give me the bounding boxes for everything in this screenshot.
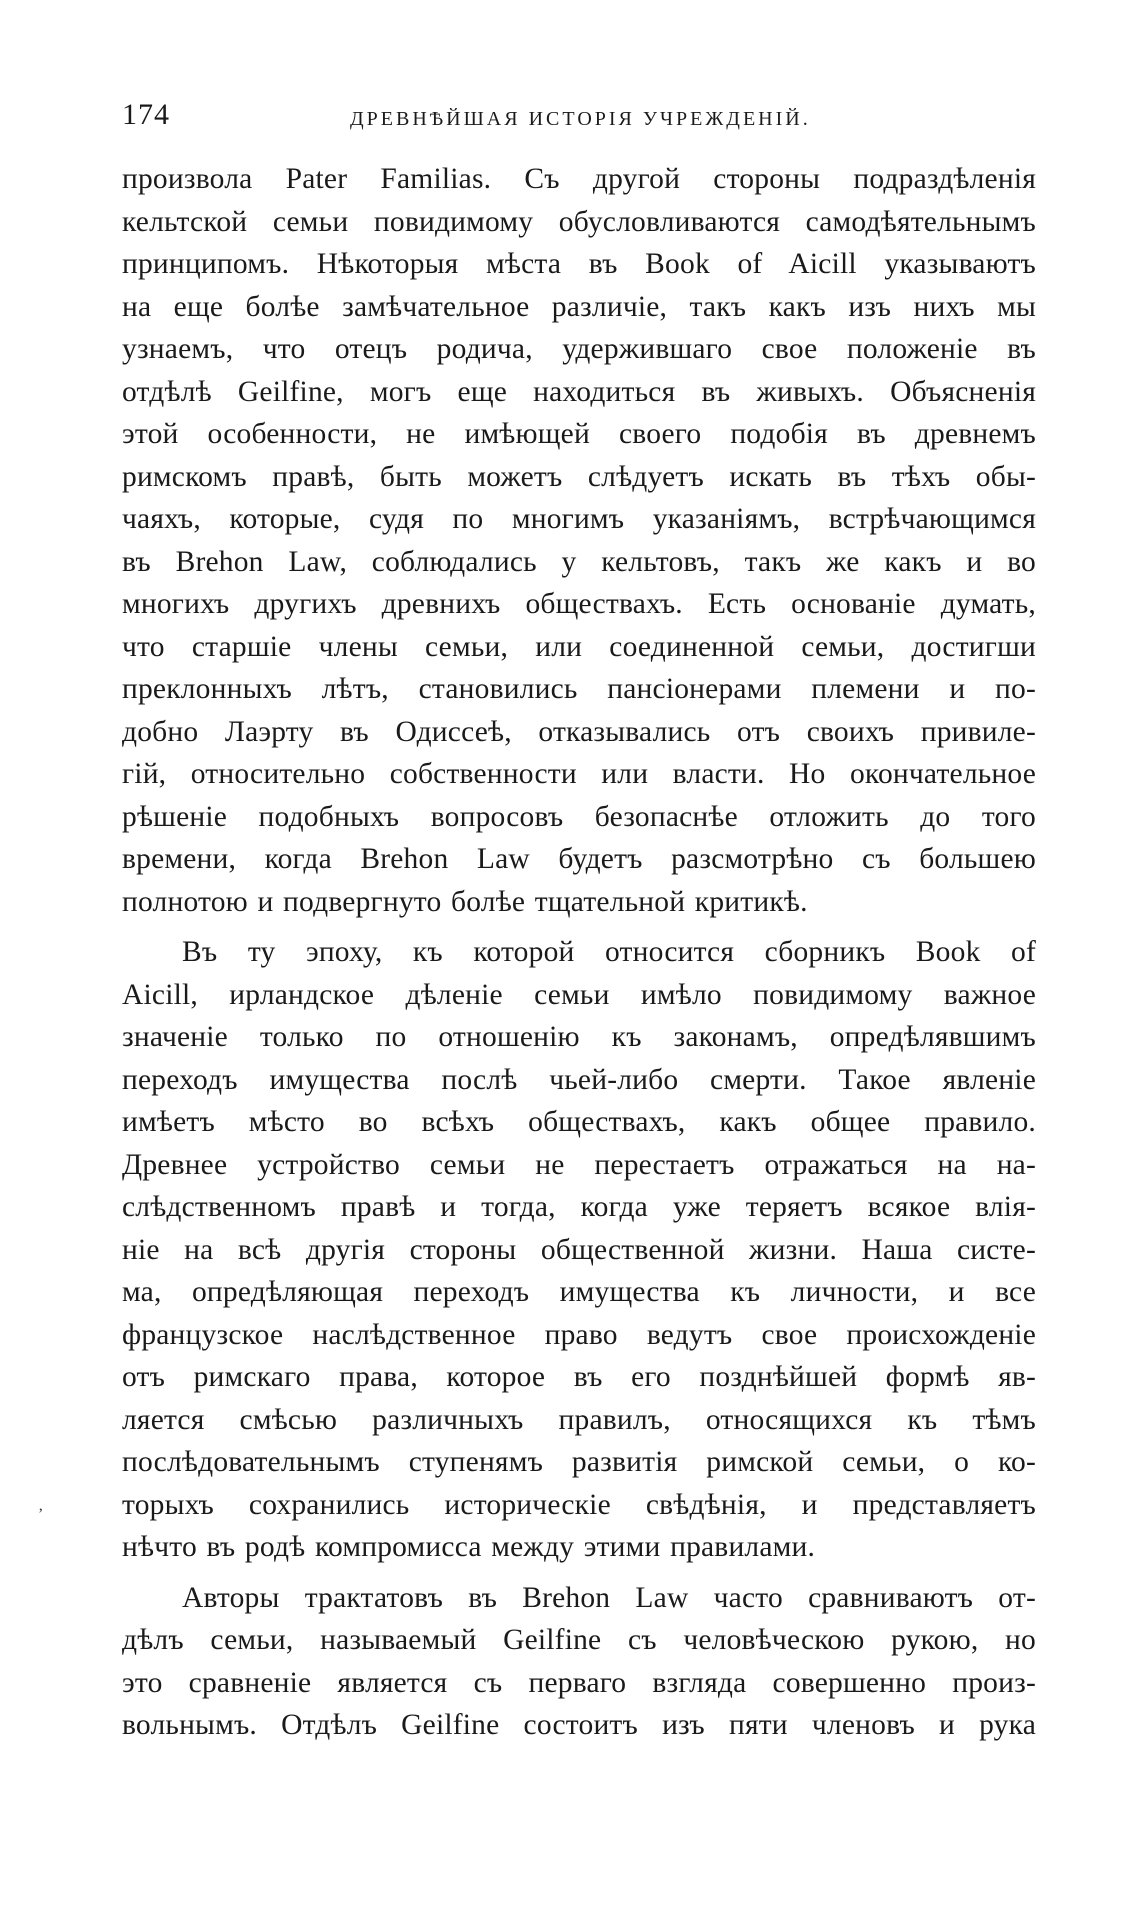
text-line: дѣлъ семьи, называемый Geilfine съ человѣческою рукою, но [122,1624,1036,1656]
text-line: кельтской семьи повидимому обусловливаются самодѣятельнымъ [122,205,1036,238]
text-line: Aicill, ирландское дѣленіе семьи имѣло повидимому важное [122,978,1036,1011]
paragraph-3 [122,1577,1036,1747]
text-line: ляется смѣсью различныхъ правилъ, относящихся къ тѣмъ [122,1403,1036,1436]
text-line: вольнымъ. Отдѣлъ Geilfine состоитъ изъ пяти членовъ и рука [122,1709,1036,1741]
paragraph-gap [122,923,1036,931]
text-line: нѣчто въ родѣ компромисса между этими правилами. [122,1531,816,1563]
text-line: что старшіе члены семьи, или соединенной семьи, достигши [122,630,1036,663]
text-line: ніе на всѣ другія стороны общественной жизни. Наша систе- [122,1233,1036,1266]
page-header [122,98,1042,138]
text-line: чаяхъ, которые, судя по многимъ указаніямъ, встрѣчающимся [122,503,1036,535]
running-title: ДРЕВНѢЙШАЯ ИСТОРІЯ УЧРЕЖДЕНІЙ. [350,108,811,130]
text-line: римскомъ правѣ, быть можетъ слѣдуетъ искать въ тѣхъ обы- [122,460,1036,493]
text-line: отъ римскаго права, которое въ его позднѣйшей формѣ яв- [122,1361,1036,1393]
text-line: принципомъ. Нѣкоторыя мѣста въ Book of Aicill указываютъ [122,248,1036,280]
paragraph-1 [122,158,1036,923]
text-line: рѣшеніе подобныхъ вопросовъ безопаснѣе отложить до того [122,800,1036,833]
text-line: многихъ другихъ древнихъ обществахъ. Есть основаніе думать, [122,588,1036,620]
body-text [122,158,1036,1747]
text-line: Въ ту эпоху, къ которой относится сборникъ Book of [182,936,1036,968]
text-line: значеніе только по отношенію къ законамъ, опредѣлявшимъ [122,1021,1036,1053]
text-line: имѣетъ мѣсто во всѣхъ обществахъ, какъ общее правило. [122,1106,1036,1138]
paragraph-2 [122,931,1036,1569]
text-line: гій, относительно собственности или власти. Но окончательное [122,758,1036,790]
text-line: преклонныхъ лѣтъ, становились пансіонерами племени и по- [122,673,1036,705]
text-line: полнотою и подвергнуто болѣе тщательной критикѣ. [122,885,808,918]
text-line: Древнее устройство семьи не перестаетъ отражаться на на- [122,1148,1036,1181]
text-line: на еще болѣе замѣчательное различіе, такъ какъ изъ нихъ мы [122,290,1036,323]
text-line: послѣдовательнымъ ступенямъ развитія римской семьи, о ко- [122,1446,1036,1478]
text-line: ма, опредѣляющая переходъ имущества къ личности, и все [122,1276,1036,1308]
text-line: въ Brehon Law, соблюдались у кельтовъ, такъ же какъ и во [122,545,1036,578]
text-line: французское наслѣдственное право ведутъ свое происхожденіе [122,1318,1036,1351]
text-line: это сравненіе является съ перваго взгляда совершенно произ- [122,1666,1036,1699]
text-line: отдѣлѣ Geilfine, могъ еще находиться въ живыхъ. Объясненія [122,375,1036,408]
text-line: добно Лаэрту въ Одиссеѣ, отказывались отъ своихъ привиле- [122,715,1036,748]
text-line: времени, когда Brehon Law будетъ разсмотрѣно съ большею [122,843,1036,875]
text-line: узнаемъ, что отецъ родича, удержившаго свое положеніе въ [122,333,1036,365]
text-line: Авторы трактатовъ въ Brehon Law часто сравниваютъ от- [182,1581,1036,1614]
text-line: торыхъ сохранились историческіе свѣдѣнія, и представляетъ [122,1488,1036,1521]
paragraph-gap [122,1569,1036,1577]
text-line: этой особенности, не имѣющей своего подобія въ древнемъ [122,418,1036,450]
page-number: 174 [122,98,170,131]
margin-ink-mark: ʼ [38,1506,44,1523]
text-line: слѣдственномъ правѣ и тогда, когда уже теряетъ всякое влія- [122,1191,1036,1223]
text-line: произвола Pater Familias. Съ другой стороны подраздѣленія [122,163,1036,195]
text-line: переходъ имущества послѣ чьей-либо смерти. Такое явленіе [122,1063,1036,1096]
